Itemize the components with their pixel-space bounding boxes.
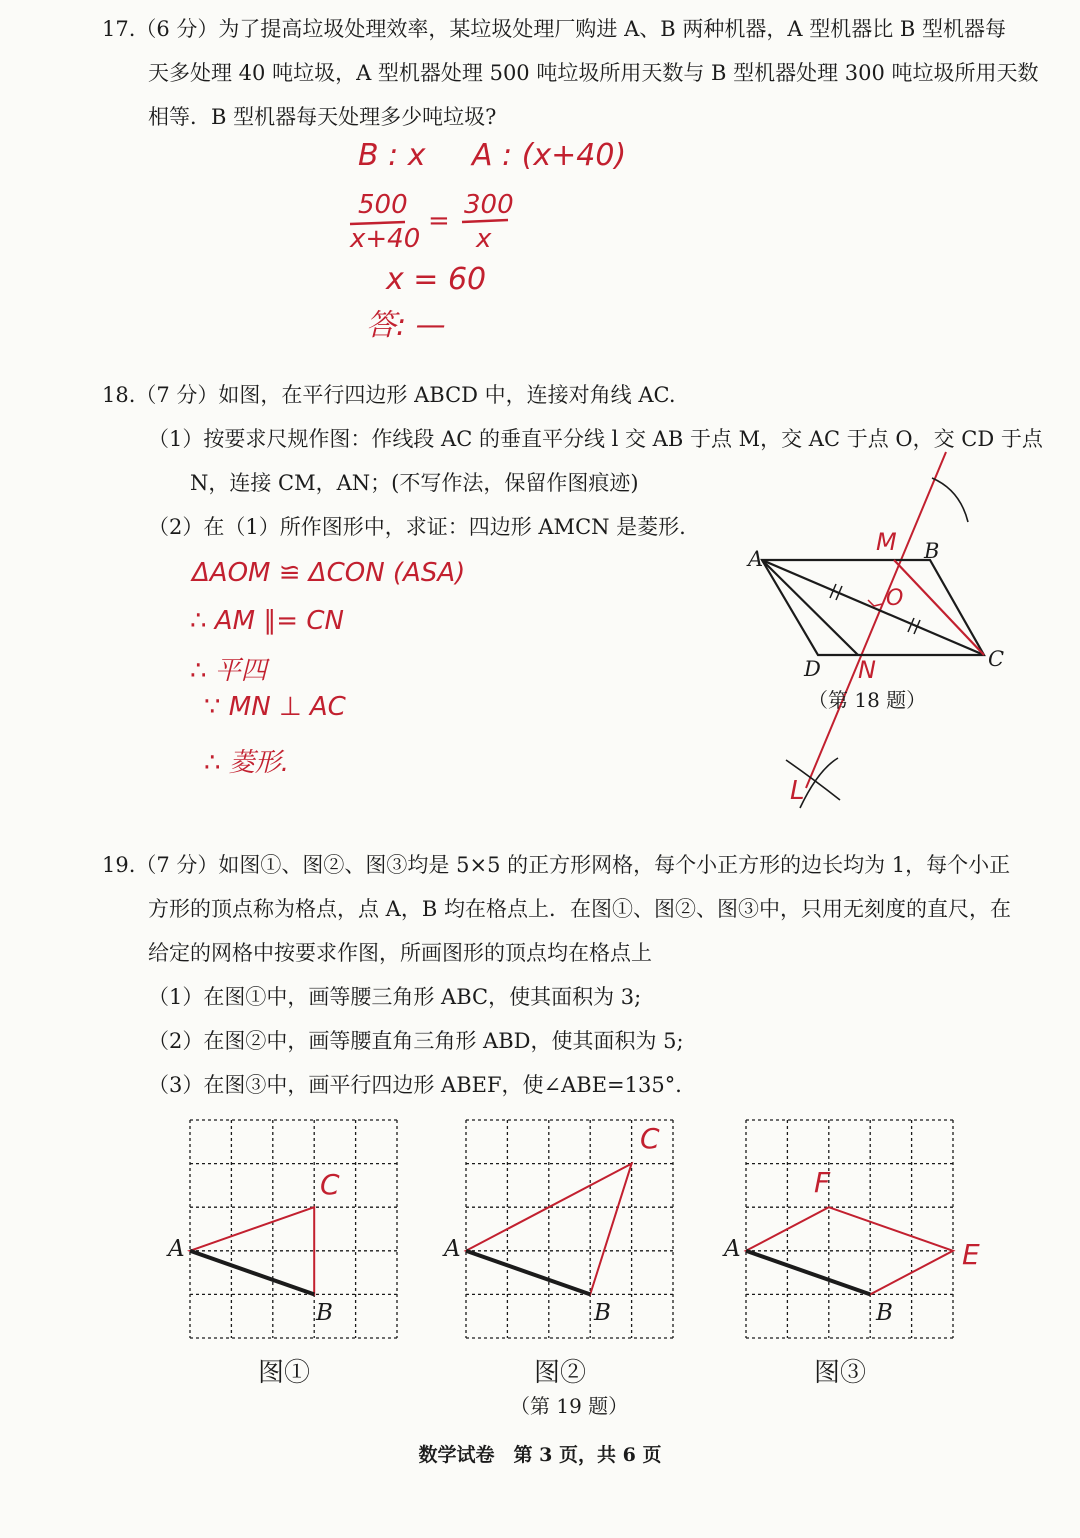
q19-line-6: （3）在图③中，画平行四边形 ABEF，使∠ABE=135°．: [148, 1073, 697, 1097]
q17-line-2: 天多处理 40 吨垃圾，A 型机器处理 500 吨垃圾所用天数与 B 型机器处理 300 吨垃圾所用天数: [148, 61, 1039, 85]
q17-hw-a: A : (x+40): [472, 138, 627, 173]
q18-label-l: L: [790, 776, 805, 806]
q19-line-1: 19.（7 分）如图①、图②、图③均是 5×5 的正方形网格，每个小正方形的边长均为 1，每个小正: [102, 853, 1011, 877]
q17-hw-eq: =: [428, 206, 450, 236]
grid1-segment-ab: [190, 1251, 314, 1295]
page-footer: 数学试卷 第 3 页，共 6 页: [418, 1444, 662, 1466]
q19-line-3: 给定的网格中按要求作图，所画图形的顶点均在格点上: [148, 941, 652, 965]
grid3-label-f: F: [814, 1166, 831, 1199]
q17-hw-den-left: x+40: [350, 224, 421, 254]
q17-hw-result: x = 60: [386, 262, 487, 297]
grid2-label-b: B: [594, 1300, 611, 1326]
q18-line-3: N，连接 CM，AN；(不写作法，保留作图痕迹): [190, 471, 639, 495]
q19-line-5: （2）在图②中，画等腰直角三角形 ABD，使其面积为 5;: [148, 1029, 684, 1053]
q18-label-a: A: [748, 547, 764, 571]
grid3-label-b: B: [876, 1300, 893, 1326]
q18-hw-line-5: ∴ 菱形.: [204, 748, 290, 778]
q18-line-2: （1）按要求尺规作图：作线段 AC 的垂直平分线 l 交 AB 于点 M，交 AC 于点 O，交 CD 于点: [148, 427, 1043, 451]
q17-line-1: 17.（6 分）为了提高垃圾处理效率，某垃圾处理厂购进 A、B 两种机器，A 型机器比 B 型机器每: [102, 17, 1007, 41]
q17-hw-num-left: 500: [358, 190, 408, 220]
q19-line-2: 方形的顶点称为格点，点 A，B 均在格点上．在图①、图②、图③中，只用无刻度的直尺，在: [148, 897, 1011, 921]
grid1-caption: 图①: [258, 1358, 311, 1388]
grid2-caption: 图②: [534, 1358, 587, 1388]
q18-label-m: M: [876, 528, 897, 556]
grid3-label-e: E: [962, 1238, 980, 1271]
q18-caption: （第 18 题）: [808, 688, 927, 712]
grid1-label-c: C: [320, 1168, 340, 1201]
q17-hw-answer: 答: —: [366, 308, 446, 343]
q18-label-c: C: [988, 647, 1005, 671]
grid1-label-a: A: [168, 1236, 185, 1262]
q18-label-o: O: [886, 586, 904, 611]
q18-hw-line-3: ∴ 平四: [190, 656, 267, 686]
grid2-label-a: A: [444, 1236, 461, 1262]
q17-hw-num-right: 300: [464, 190, 514, 220]
q17-hw-den-right: x: [476, 224, 492, 254]
q19-line-4: （1）在图①中，画等腰三角形 ABC，使其面积为 3;: [148, 985, 642, 1009]
grid3-caption: 图③: [814, 1358, 867, 1388]
q17-line-3: 相等．B 型机器每天处理多少吨垃圾?: [148, 105, 497, 129]
q18-label-n: N: [858, 656, 876, 684]
q18-hw-line-2: ∴ AM ∥= CN: [190, 606, 344, 636]
q19-caption: （第 19 题）: [510, 1394, 629, 1418]
q18-label-d: D: [804, 657, 821, 681]
q18-line-1: 18.（7 分）如图，在平行四边形 ABCD 中，连接对角线 AC.: [102, 383, 676, 407]
q18-hw-line-4: ∵ MN ⊥ AC: [204, 692, 346, 722]
grid1-label-b: B: [316, 1300, 333, 1326]
q17-hw-b: B : x: [358, 138, 426, 173]
grid3-label-a: A: [724, 1236, 741, 1262]
q18-label-b: B: [924, 539, 940, 563]
grid2-segment-ab: [466, 1251, 590, 1295]
q18-line-4: （2）在（1）所作图形中，求证：四边形 AMCN 是菱形.: [148, 515, 686, 539]
grid3-segment-ab: [746, 1251, 870, 1295]
q18-hw-line-1: ΔAOM ≌ ΔCON (ASA): [192, 558, 466, 588]
grid2-label-c: C: [640, 1122, 660, 1155]
